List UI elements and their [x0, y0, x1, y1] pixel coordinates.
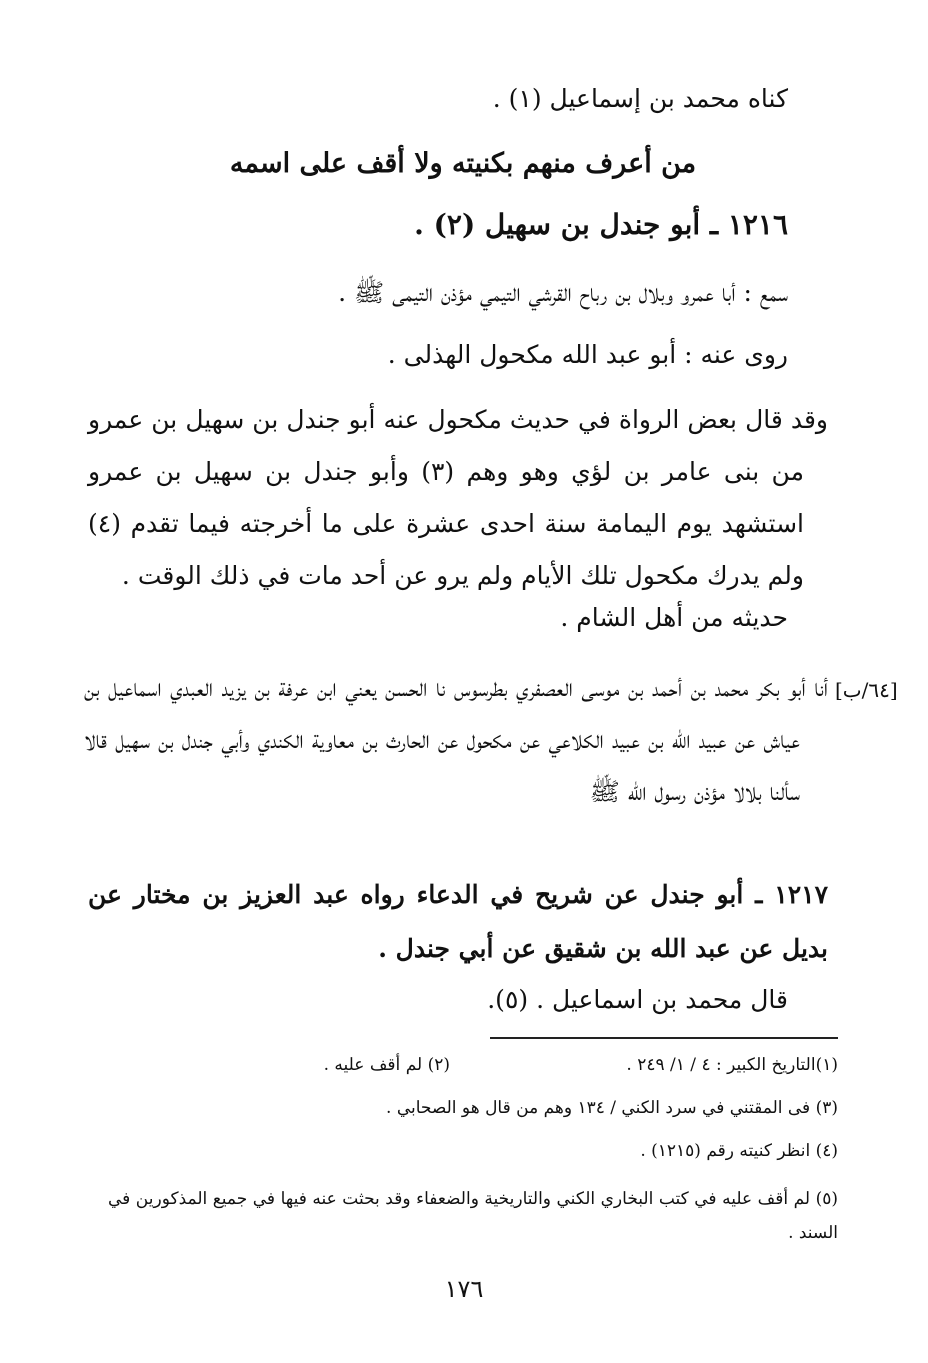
footnote-2: (٢) لم أقف عليه .	[323, 1055, 450, 1075]
footnote-separator	[490, 1037, 838, 1039]
entry-1216-origin: حديثه من أهل الشام .	[560, 603, 788, 632]
entry-1216-isnad: أنا أبو بكر محمد بن أحمد بن موسى العصفري بطرسوس نا الحسن يعني ابن عرفة بن يزيد العبدي اسماعيل بن عياش عن عبيد الله بن عبيد الكلاعي عن مكحول عن الحارث بن معاوية الكندي وأبي جندل بن سهيل قالا سألنا بلالا مؤذن رسول الله ﷺ	[84, 673, 828, 806]
opening-line: كناه محمد بن إسماعيل (١) .	[492, 84, 788, 113]
footnote-1: (١)التاريخ الكبير : ٤ / ١/ ٢٤٩ .	[626, 1055, 838, 1075]
page-number: ١٧٦	[444, 1275, 484, 1303]
footnote-4: (٤) انظر كنيته رقم (١٢١٥) .	[640, 1141, 838, 1161]
entry-1217-title: ١٢١٧ ـ أبو جندل عن شريح في الدعاء رواه عبد العزيز بن مختار عن بديل عن عبد الله بن شقيق عن أبي جندل .	[88, 880, 828, 963]
entry-1216-paragraph: وقد قال بعض الرواة في حديث مكحول عنه أبو جندل بن سهيل بن عمرو من بنى عامر بن لؤي وهو وهم (٣) وأبو جندل بن سهيل بن عمرو استشهد يوم اليمامة سنة احدى عشرة على ما أخرجته فيما تقدم (٤) ولم يدرك مكحول تلك الأيام ولم يرو عن أحد مات في ذلك الوقت .	[88, 405, 828, 590]
entry-1217-said: قال محمد بن اسماعيل . (٥).	[487, 985, 788, 1014]
entry-1216-narrated-by: روى عنه : أبو عبد الله مكحول الهذلى .	[387, 340, 788, 369]
entry-1216-heard-from: سمع : أبا عمرو وبلال بن رباح القرشي التيمي مؤذن التيمى ﷺ .	[338, 278, 788, 307]
footnote-5: (٥) لم أقف عليه في كتب البخاري الكني والتاريخية والضعفاء وقد بحثت عنه فيها في جميع المذكورين في السند .	[108, 1189, 838, 1243]
section-heading: من أعرف منهم بكنيته ولا أقف على اسمه	[229, 148, 697, 179]
entry-1216-title: ١٢١٦ ـ أبو جندل بن سهيل (٢) .	[414, 208, 788, 241]
manuscript-folio-reference: [٦٤/ب]	[835, 678, 898, 702]
footnote-3: (٣) فى المقتني في سرد الكني / ١٣٤ وهم من قال هو الصحابي .	[386, 1098, 838, 1118]
